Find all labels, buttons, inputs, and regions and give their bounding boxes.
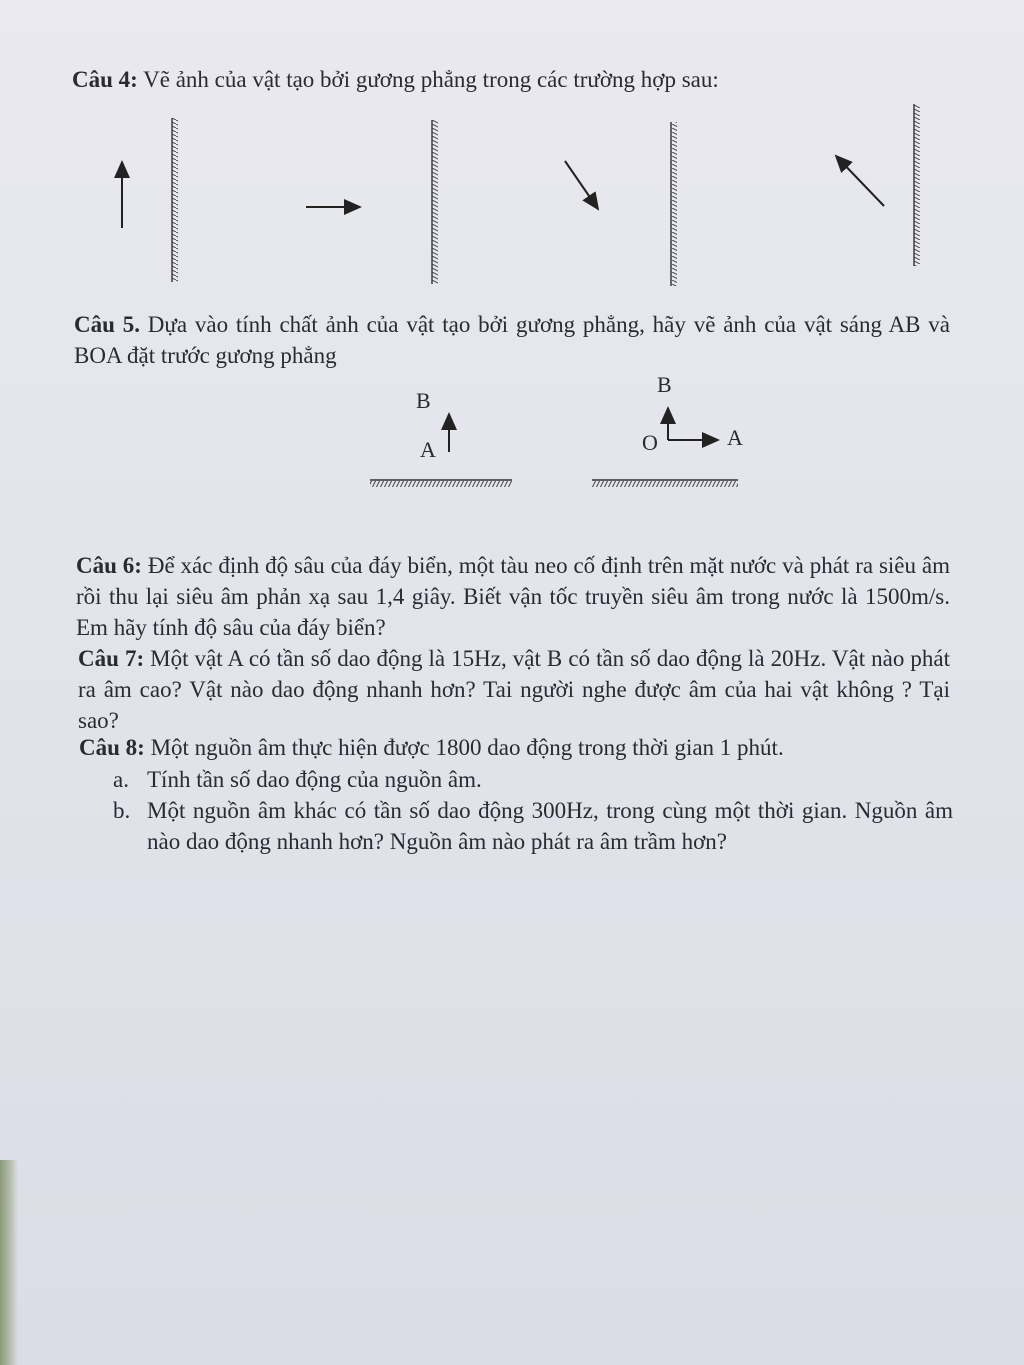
q5-label-b-1: B — [416, 388, 431, 413]
q4-figure-2 — [306, 120, 438, 284]
mirror-diagrams — [0, 0, 1024, 520]
question-6-label: Câu 6: — [76, 553, 142, 578]
q5-mirror-1 — [370, 480, 512, 487]
question-5-text: Dựa vào tính chất ảnh của vật tạo bởi gương phẳng, hãy vẽ ảnh của vật sáng AB và BOA đặt trước gương phẳng — [74, 312, 951, 368]
q5-mirror-2 — [592, 480, 738, 487]
q4-figure-1 — [122, 118, 178, 282]
paper-fold-shadow — [0, 1160, 18, 1365]
question-5 — [74, 309, 950, 371]
question-8-label: Câu 8: — [79, 735, 145, 760]
q5-label-a-1: A — [420, 437, 436, 462]
q4-mirror-2 — [432, 120, 438, 284]
question-4-label: Câu 4: — [72, 67, 138, 92]
question-8-item-b-marker: b. — [113, 798, 131, 823]
q4-object-arrow-diagonal-down — [565, 161, 598, 209]
question-6-text: Để xác định độ sâu của đáy biển, một tàu neo cố định trên mặt nước và phát ra siêu âm rồi thu lại siêu âm phản xạ sau 1,4 giây. Biết vận tốc truyền siêu âm trong nước là 1500m/s. Em hãy tính độ sâu của đáy biển? — [76, 553, 950, 640]
question-4-text: Vẽ ảnh của vật tạo bởi gương phẳng trong các trường hợp sau: — [137, 67, 719, 92]
question-8-item-b-text: Một nguồn âm khác có tần số dao động 300Hz, trong cùng một thời gian. Nguồn âm nào dao động nhanh hơn? Nguồn âm nào phát ra âm trầm hơn? — [147, 798, 953, 854]
question-5-label: Câu 5. — [74, 312, 140, 337]
q4-mirror-1 — [172, 118, 178, 282]
q4-mirror-4 — [914, 104, 920, 266]
q5-label-o-2: O — [642, 430, 658, 455]
q4-figure-4 — [836, 104, 920, 266]
question-7-text: Một vật A có tần số dao động là 15Hz, vật B có tần số dao động là 20Hz. Vật nào phát ra âm cao? Vật nào dao động nhanh hơn? Tai người nghe được âm của hai vật không ? Tại sao? — [78, 646, 950, 733]
question-8-item-a-text: Tính tần số dao động của nguồn âm. — [147, 767, 482, 792]
question-8-item-a-marker: a. — [113, 767, 129, 792]
q5-figure-ab — [370, 414, 512, 487]
question-7-label: Câu 7: — [78, 646, 145, 671]
q4-figure-3 — [565, 122, 677, 286]
question-6 — [76, 550, 950, 643]
q5-label-a-2: A — [727, 425, 743, 450]
question-7 — [78, 643, 950, 736]
q5-figure-boa — [592, 408, 738, 487]
question-8-text: Một nguồn âm thực hiện được 1800 dao động trong thời gian 1 phút. — [144, 735, 784, 760]
q4-object-arrow-diagonal-up — [836, 156, 884, 206]
q4-mirror-3 — [671, 122, 677, 286]
q5-label-b-2: B — [657, 372, 672, 397]
question-8 — [79, 732, 951, 763]
